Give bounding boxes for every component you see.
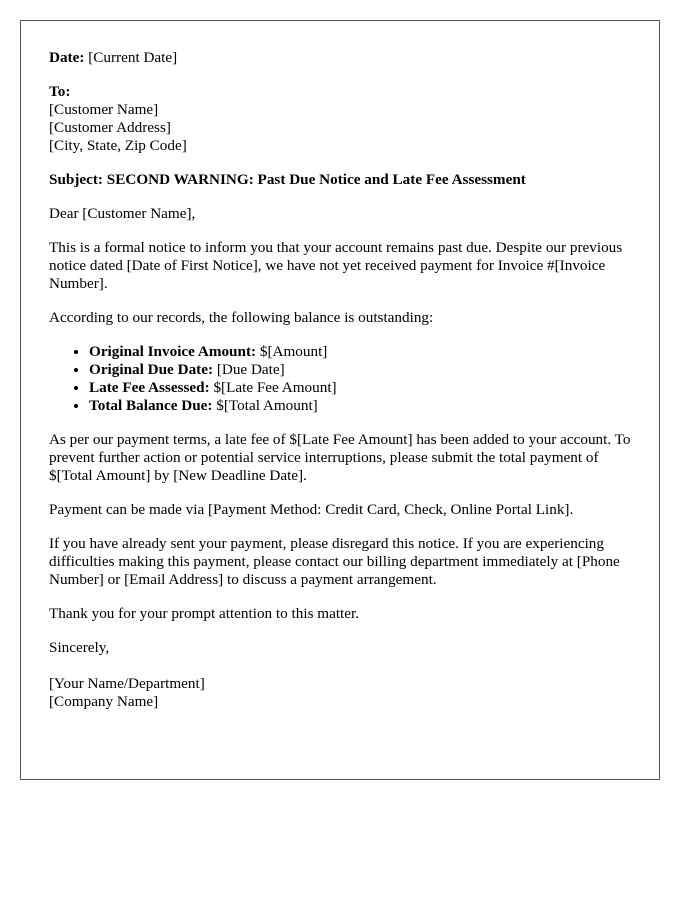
- item-label: Original Due Date:: [89, 361, 214, 378]
- list-item: [89, 343, 631, 361]
- list-item: [89, 397, 631, 415]
- list-item: [89, 361, 631, 379]
- paragraph-payment-methods: Payment can be made via [Payment Method: Credit Card, Check, Online Portal Link].: [49, 501, 574, 518]
- item-value: [Due Date]: [216, 361, 285, 378]
- date-value: [Current Date]: [88, 49, 178, 66]
- paragraph-disregard: If you have already sent your payment, please disregard this notice. If you are experiencing difficulties making this payment, please contact our billing department immediately at [Phone Number] or [Email Address] to discuss a payment arrangement.: [49, 535, 620, 588]
- signature-company: [Company Name]: [49, 693, 159, 710]
- item-label: Late Fee Assessed:: [89, 379, 210, 396]
- item-value: $[Late Fee Amount]: [213, 379, 337, 396]
- recipient-city-state-zip: [City, State, Zip Code]: [49, 137, 187, 154]
- closing: Sincerely,: [49, 639, 110, 656]
- recipient-address: [Customer Address]: [49, 119, 171, 136]
- letter-page: [20, 20, 660, 780]
- signature-block: [49, 675, 631, 711]
- paragraph-past-due: This is a formal notice to inform you that your account remains past due. Despite our previous notice dated [Date of First Notice], we have not yet received payment for Invoice #[Invoice Number].: [49, 239, 623, 292]
- item-value: $[Total Amount]: [216, 397, 318, 414]
- recipient-block: [49, 83, 631, 155]
- date-line: [49, 49, 631, 67]
- item-label: Total Balance Due:: [89, 397, 213, 414]
- paragraph-balance-intro: According to our records, the following balance is outstanding:: [49, 309, 434, 326]
- item-label: Original Invoice Amount:: [89, 343, 257, 360]
- item-value: $[Amount]: [259, 343, 328, 360]
- to-label: To:: [49, 83, 71, 100]
- balance-list: [49, 343, 631, 415]
- subject-line: Subject: SECOND WARNING: Past Due Notice and Late Fee Assessment: [49, 171, 526, 188]
- salutation: Dear [Customer Name],: [49, 205, 196, 222]
- list-item: [89, 379, 631, 397]
- date-label: Date:: [49, 49, 85, 66]
- paragraph-thank-you: Thank you for your prompt attention to this matter.: [49, 605, 360, 622]
- recipient-name: [Customer Name]: [49, 101, 159, 118]
- signature-name: [Your Name/Department]: [49, 675, 205, 692]
- paragraph-late-fee: As per our payment terms, a late fee of $[Late Fee Amount] has been added to your account. To prevent further action or potential service interruptions, please submit the total payment of $[Total Amount] by [New Deadline Date].: [49, 431, 631, 484]
